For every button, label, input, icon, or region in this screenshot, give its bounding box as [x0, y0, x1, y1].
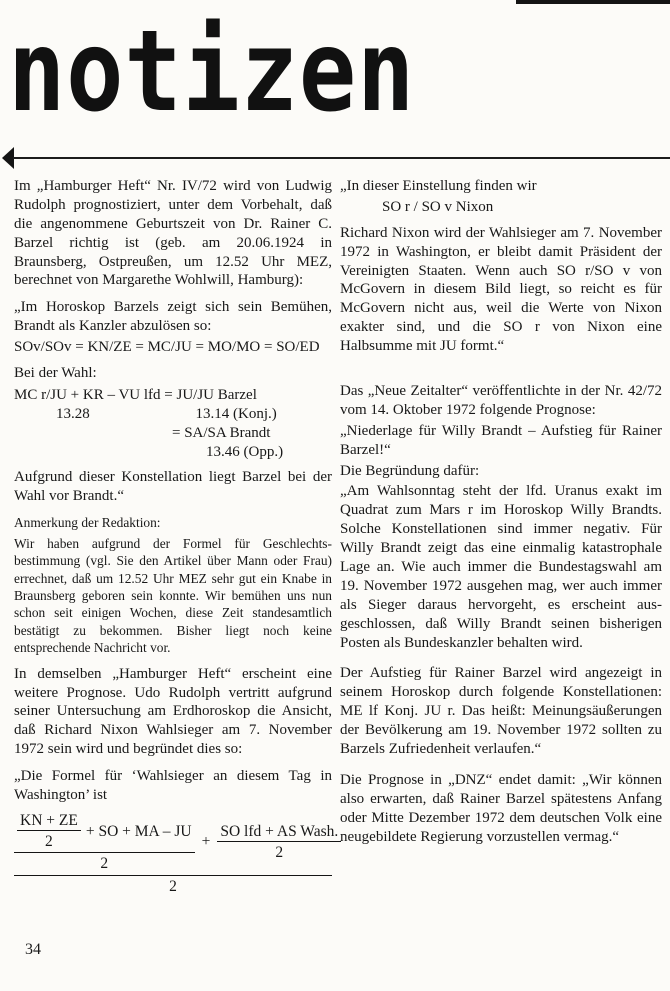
- section-divider: [0, 146, 670, 172]
- formula-inner-denominator: 2: [17, 830, 81, 852]
- wahl-formula-line2: [14, 405, 332, 424]
- page-edge-mark: [516, 0, 670, 4]
- paragraph-dnz-prognose: Die Prognose in „DNZ“ endet damit: „Wir können also erwarten, daß Rainer Barzel spätestens Anfang oder Mitte Dezember 1972 dem deutschen Volk eine neugebildete Regierung vorzustellen vermag.“: [340, 771, 662, 845]
- paragraph-die-formel: „Die Formel für ‘Wahlsieger an diesem Tag in Washington’ ist: [14, 768, 332, 803]
- paragraph-begruendung: Die Begründung dafür:: [340, 462, 480, 479]
- page-title: notizen: [8, 7, 416, 137]
- formula-plus-sign: +: [201, 833, 211, 851]
- paragraph-demselben: In demselben „Hamburger Heft“ erscheint eine weitere Prognose. Udo Rudolph vertritt aufgrund seiner Untersuchung am Erdhoroskop die Ansicht, daß Richard Nixon Wahlsieger am 7. November 1972 sein wird und begründet dies so:: [14, 665, 332, 758]
- anmerkung-text: Wir haben aufgrund der Formel für Geschlechtsbestimmung (vgl. Sie den Artikel über Mann oder Frau) errechnet, daß um 12.52 Uhr MEZ sehr gut ein Knabe in Braunsberg geboren sein konnte. Wir bemühen uns nun schon seit einigen Wochen, diese Zeit standesamtlich bestätigt zu bekommen. Bisher liegt noch keine entsprechende Nachricht vor.: [14, 535, 332, 656]
- wahl-formula-line1: MC r/JU + KR – VU lfd = JU/JU Barzel: [14, 386, 257, 403]
- paragraph-hamburger-heft: Im „Hamburger Heft“ Nr. IV/72 wird von Ludwig Rudolph prognostiziert, unter dem Vorbehalt, daß die angenommene Geburtszeit von Dr. Rainer C. Barzel richtig ist (geb. am 20.06.1924 in Braunsberg, Ostpreußen, um 12.52 Uhr MEZ, berechnet von Margarethe Wohlwill, Hamburg):: [14, 178, 332, 289]
- left-column: [14, 177, 339, 897]
- formula-mid-terms: + SO + MA – JU: [85, 822, 192, 840]
- formula-inner-numerator: KN + ZE: [20, 811, 78, 829]
- formula-sov: SOv/SOv = KN/ZE = MC/JU = MO/MO = SO/ED: [14, 339, 320, 356]
- formula-mid-denominator: 2: [14, 852, 195, 874]
- formula-right-numerator: SO lfd + AS Wash.: [220, 822, 339, 840]
- paragraph-niederlage: „Niederlage für Willy Brandt – Aufstieg für Rainer Barzel!“: [340, 422, 662, 458]
- label-bei-der-wahl: Bei der Wahl:: [14, 365, 97, 382]
- paragraph-neue-zeitalter: Das „Neue Zeitalter“ veröffentlichte in der Nr. 42/72 vom 14. Oktober 1972 folgende Prognose:: [340, 383, 662, 418]
- paragraph-horoskop-barzel: „Im Horoskop Barzels zeigt sich sein Bemühen, Brandt als Kanzler abzulösen so:: [14, 299, 332, 335]
- paragraph-einstellung: „In dieser Einstellung finden wir: [340, 178, 537, 194]
- wahl-formula: [14, 386, 332, 462]
- right-column: [340, 177, 662, 855]
- formula-so-nixon: SO r / SO v Nixon: [382, 198, 494, 215]
- paragraph-nixon-wahlsieger: Richard Nixon wird der Wahlsieger am 7. November 1972 in Washington, er bleibt damit Präsident der Vereinigten Staaten. Wenn auch SO r/SO v von McGovern in diesem Bild liegt, so reicht es für McGovern nicht aus, weil die Werte von Nixon exakter sind, und die SO r von Nixon eine Halbsumme mit JU formt.“: [340, 224, 662, 355]
- wahl-formula-line4: 13.46 (Opp.): [206, 443, 284, 460]
- paragraph-wahlsonntag: „Am Wahlsonntag steht der lfd. Uranus exakt im Quadrat zum Mars r im Horoskop Willy Brandts. Solche Konstellationen sind immer negativ. Für Willy Brandt zeigt das eine einmalig katastrophale Lage an. Wie auch immer die Bundestagswahl am 19. November 1972 ausgehen mag, wer auch immer als Sieger daraus hervorgeht, es erscheint ausgeschlossen, daß Willy Brandt seinen bisherigen Posten als Bundeskanzler behalten wird.: [340, 483, 662, 651]
- paragraph-aufgrund: Aufgrund dieser Konstellation liegt Barzel bei der Wahl vor Brandt.“: [14, 469, 332, 505]
- anmerkung-heading: Anmerkung der Redaktion:: [14, 515, 161, 531]
- wahl-formula-value-1328: 13.28: [56, 405, 90, 422]
- paragraph-aufstieg-barzel: Der Aufstieg für Rainer Barzel wird angezeigt in seinem Horoskop durch folgende Konstellationen: ME lf Konj. JU r. Das heißt: Meinungsäußerungen der Bevölkerung am 19. November 1972 sollten zu Barzels Zufriedenheit verlaufen.“: [340, 665, 662, 758]
- wahlsieger-formula: [14, 811, 339, 897]
- wahl-formula-value-1314: 13.14 (Konj.): [195, 405, 277, 422]
- formula-outer-denominator: 2: [14, 875, 332, 897]
- divider-line: [13, 157, 670, 159]
- page-number: 34: [25, 941, 41, 958]
- wahl-formula-line3: = SA/SA Brandt: [172, 424, 271, 441]
- formula-right-denominator: 2: [217, 841, 341, 863]
